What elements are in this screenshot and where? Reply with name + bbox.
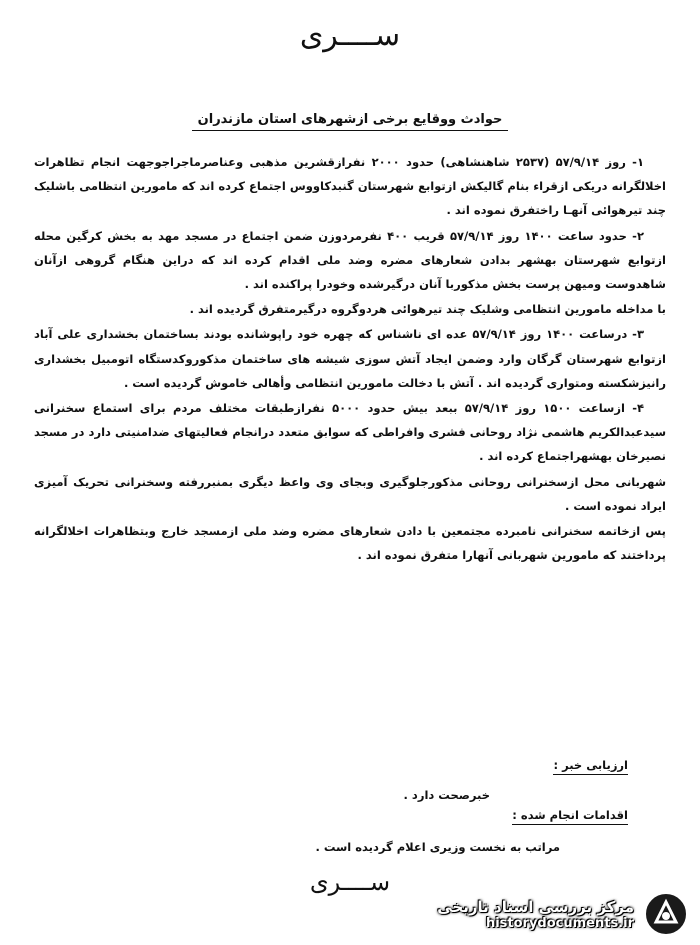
document-body (34, 150, 666, 568)
paragraph-4-note-2: پس ازخاتمه سخنرانی نامبرده مجتمعین با دادن شعارهای مضره وضد ملی ازمسجد خارج وبتظاهرات اخلالگرانه پرداختند که مامورین شهربانی آنهارا متفرق نموده اند . (34, 524, 666, 563)
classification-bottom: ســــری (309, 868, 391, 896)
document-title-text: حوادث ووقایع برخی ازشهرهای استان مازندران (192, 112, 509, 131)
watermark-text (437, 898, 634, 931)
paragraph-4: ۴- ازساعت ۱۵۰۰ روز ۵۷/۹/۱۴ ببعد بیش حدود ۵۰۰۰ نفرازطبقات مختلف مردم برای استماع سخنرانی سیدعبدالکریم هاشمی نژاد روحانی فشری وافراطی که سوابق متعدد درانجام فعالیتهای ضدامنیتی دارد در مسجد نصیرخان بهشهراجتماع کرده اند . (34, 401, 666, 464)
paragraph-2-note: با مداخله مامورین انتظامی وشلیک چند تیرهوائی هردوگروه درگیرمتفرق گردیده اند . (189, 302, 666, 317)
archive-watermark (405, 888, 690, 940)
evaluation-heading (553, 758, 628, 772)
paragraph-4-note-1: شهربانی محل ازسخنرانی روحانی مذکورجلوگیری وبجای وی واعظ دیگری بمنبررفته وسخنرانی تحریک آمیزی ایراد نموده است . (34, 474, 666, 513)
document-title (0, 112, 700, 127)
classification-top: ســــری (299, 18, 401, 53)
actions-heading-text: اقدامات انجام شده : (512, 808, 628, 825)
paragraph-3: ۳- درساعت ۱۴۰۰ روز ۵۷/۹/۱۴ عده ای ناشناس که چهره خود راپوشانده بودند بساختمان بخشداری علی آباد ازتوابع شهرستان گرگان وارد وضمن ایجاد آتش سوزی شیشه های ساختمان مذکوروکدستگاه اتومبیل بخشداری رانیزشکسته ومتواری گردیده اند . آتش با دخالت مامورین انتظامی وأهالی خاموش گردیده است . (34, 327, 666, 390)
paragraph-2: ۲- حدود ساعت ۱۴۰۰ روز ۵۷/۹/۱۴ قریب ۴۰۰ نفرمردوزن ضمن اجتماع در مسجد مهد به بخش کرگین محله ازتوابع شهرستان بهشهر بدادن شعارهای مضره وضد ملی اقدام کرده اند که دراین هنگام گروهی ازآنان شاهدوست وميهن پرست بخش مذکوربا آنان درگیرشده وخودرا پراکنده اند . (34, 228, 666, 292)
watermark-english: historydocuments.ir (485, 915, 634, 931)
evaluation-text: خبرصحت دارد . (403, 788, 490, 802)
evaluation-heading-text: ارزیابی خبر : (553, 758, 628, 775)
actions-text: مراتب به نخست وزیری اعلام گردیده است . (315, 840, 560, 854)
actions-heading (512, 808, 628, 822)
watermark-persian: مرکز بررسی اسناد تاریخی (437, 897, 634, 916)
archive-logo-icon (642, 890, 690, 938)
paragraph-1: ۱- روز ۵۷/۹/۱۴ (۲۵۳۷ شاهنشاهی) حدود ۲۰۰۰ نفرازقشرین مذهبی وعناصرماجراجوجهت انجام تظاهرات اخلالگرانه دریکی ازقراء بنام گالیکش ازتوابع شهرستان گنبدکاووس اجتماع کرده اند که مامورین انتظامی باشلیک چند تیرهوائی آنهـا راختفرق نموده اند . (34, 155, 666, 218)
